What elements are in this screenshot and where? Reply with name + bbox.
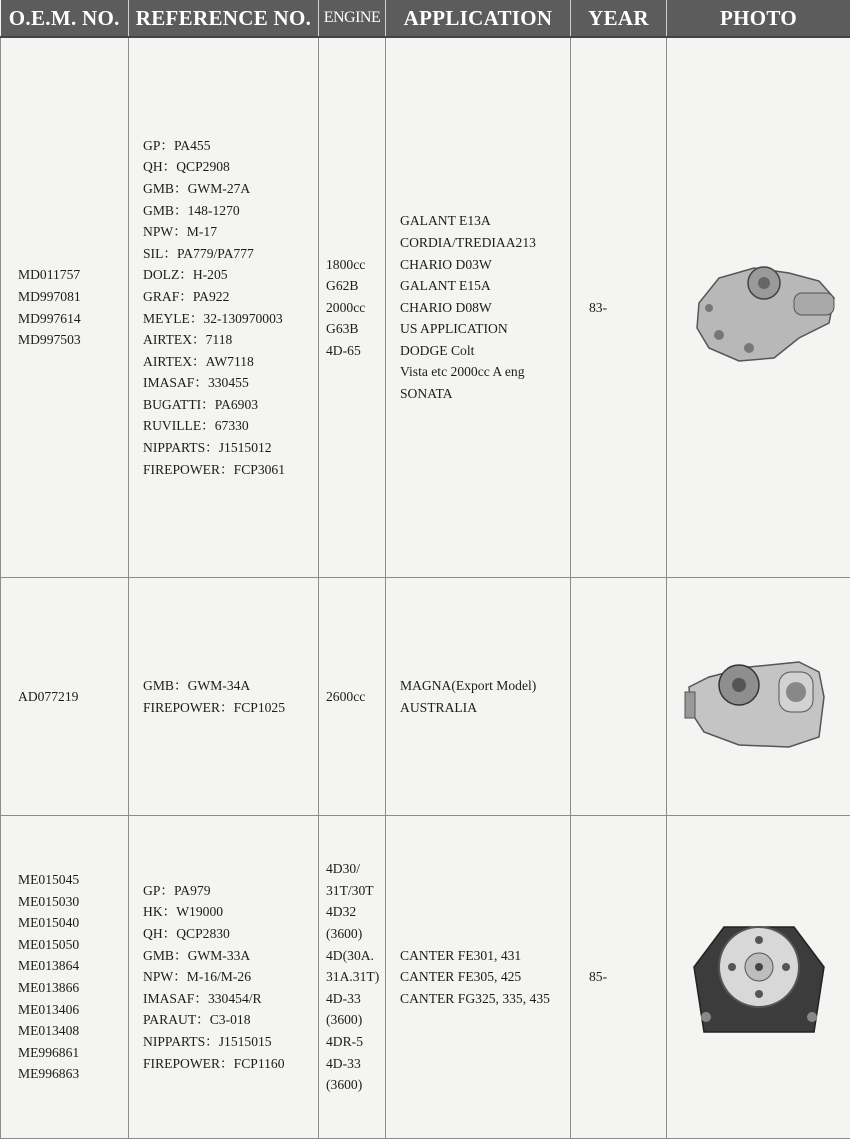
oem-number: ME015030 bbox=[18, 893, 80, 909]
water-pump-photo-icon bbox=[679, 243, 839, 373]
year-cell: 83- bbox=[571, 37, 667, 578]
application-cell bbox=[386, 816, 571, 1139]
application-entry: GALANT E13A bbox=[400, 213, 491, 229]
water-pump-photo-icon bbox=[684, 907, 834, 1047]
application-entry: CHARIO D03W bbox=[400, 256, 492, 272]
engine-code: 2000cc bbox=[326, 299, 366, 315]
photo-cell bbox=[667, 37, 850, 578]
year-cell bbox=[571, 578, 667, 816]
application-cell bbox=[386, 578, 571, 816]
oem-number: ME013406 bbox=[18, 1001, 80, 1017]
application-entry: SONATA bbox=[400, 386, 453, 402]
application-entry: Vista etc 2000cc A eng bbox=[400, 364, 525, 380]
header-reference-no: REFERENCE NO. bbox=[129, 0, 319, 37]
reference-number: FIREPOWER：FCP1160 bbox=[143, 1055, 285, 1071]
reference-number: FIREPOWER：FCP1025 bbox=[143, 699, 286, 715]
reference-number: NIPPARTS：J1515015 bbox=[143, 1033, 272, 1049]
header-engine: ENGINE bbox=[319, 0, 386, 37]
engine-code: 31A.31T) bbox=[326, 969, 380, 985]
reference-number: PARAUT：C3-018 bbox=[143, 1012, 251, 1028]
engine-code: (3600) bbox=[326, 1077, 363, 1093]
header-year: YEAR bbox=[571, 0, 667, 37]
application-cell bbox=[386, 37, 571, 578]
engine-code: G63B bbox=[326, 321, 359, 337]
reference-number: HK：W19000 bbox=[143, 904, 224, 920]
header-photo: PHOTO bbox=[667, 0, 850, 37]
photo-cell bbox=[667, 578, 850, 816]
engine-code: 1800cc bbox=[326, 256, 366, 272]
engine-code: 4D-33 bbox=[326, 1055, 361, 1071]
reference-number: MEYLE：32-130970003 bbox=[143, 310, 283, 326]
table-row bbox=[1, 816, 850, 1139]
oem-number: ME015040 bbox=[18, 915, 80, 931]
engine-code: 4D(30A. bbox=[326, 947, 374, 963]
oem-number: MD997081 bbox=[18, 288, 81, 304]
engine-code: 4D30/ bbox=[326, 861, 360, 877]
engine-code: 4D32 bbox=[326, 904, 357, 920]
reference-number: NIPPARTS：J1515012 bbox=[143, 440, 272, 456]
application-entry: CANTER FG325, 335, 435 bbox=[400, 990, 550, 1006]
oem-number: ME013864 bbox=[18, 958, 80, 974]
application-entry: CORDIA/TREDIAA213 bbox=[400, 234, 536, 250]
engine-code: 2600cc bbox=[326, 688, 366, 704]
engine-cell bbox=[319, 37, 386, 578]
reference-number: GP：PA979 bbox=[143, 882, 211, 898]
engine-code: 4D-33 bbox=[326, 990, 361, 1006]
reference-number: RUVILLE：67330 bbox=[143, 418, 249, 434]
oem-number: ME996863 bbox=[18, 1066, 80, 1082]
engine-cell bbox=[319, 578, 386, 816]
oem-number: ME013866 bbox=[18, 980, 80, 995]
oem-number: MD997503 bbox=[18, 332, 81, 348]
oem-number: ME015045 bbox=[18, 872, 80, 888]
reference-number: GMB：148-1270 bbox=[143, 202, 240, 218]
reference-number: AIRTEX：7118 bbox=[143, 332, 233, 348]
application-entry: GALANT E15A bbox=[400, 278, 491, 294]
reference-number: IMASAF：330454/R bbox=[143, 990, 262, 1006]
photo-cell bbox=[667, 816, 850, 1139]
application-entry: MAGNA(Export Model) bbox=[400, 677, 537, 693]
engine-code: (3600) bbox=[326, 926, 363, 942]
engine-cell bbox=[319, 816, 386, 1139]
reference-number: AIRTEX：AW7118 bbox=[143, 353, 254, 369]
reference-number: QH：QCP2908 bbox=[143, 159, 230, 175]
application-entry: CANTER FE305, 425 bbox=[400, 969, 522, 985]
application-entry: DODGE Colt bbox=[400, 342, 475, 358]
year-cell: 85- bbox=[571, 816, 667, 1139]
reference-numbers-cell bbox=[129, 816, 319, 1139]
engine-code: 31T/30T bbox=[326, 882, 374, 898]
water-pump-photo-icon bbox=[679, 637, 839, 757]
engine-code: 4DR-5 bbox=[326, 1033, 364, 1049]
engine-code: (3600) bbox=[326, 1012, 363, 1028]
reference-number: NPW：M-17 bbox=[143, 224, 218, 240]
reference-number: IMASAF：330455 bbox=[143, 375, 249, 391]
application-entry: US APPLICATION bbox=[400, 321, 508, 337]
reference-number: NPW：M-16/M-26 bbox=[143, 969, 251, 985]
oem-number: AD077219 bbox=[18, 688, 79, 704]
reference-number: GP：PA455 bbox=[143, 137, 211, 153]
reference-number: BUGATTI：PA6903 bbox=[143, 396, 259, 412]
reference-number: SIL：PA779/PA777 bbox=[143, 245, 254, 261]
header-row bbox=[1, 0, 850, 37]
oem-numbers-cell bbox=[1, 37, 129, 578]
reference-number: DOLZ：H-205 bbox=[143, 267, 228, 283]
header-application: APPLICATION bbox=[386, 0, 571, 37]
reference-number: FIREPOWER：FCP3061 bbox=[143, 461, 286, 477]
oem-number: ME013408 bbox=[18, 1023, 80, 1039]
reference-numbers-cell bbox=[129, 37, 319, 578]
reference-number: GMB：GWM-34A bbox=[143, 677, 251, 693]
reference-number: GRAF：PA922 bbox=[143, 288, 230, 304]
table-row bbox=[1, 578, 850, 816]
reference-numbers-cell bbox=[129, 578, 319, 816]
reference-number: GMB：GWM-27A bbox=[143, 180, 251, 196]
oem-number: ME996861 bbox=[18, 1044, 80, 1060]
engine-code: 4D-65 bbox=[326, 342, 361, 358]
oem-number: ME015050 bbox=[18, 936, 80, 952]
table-row bbox=[1, 37, 850, 578]
oem-number: MD997614 bbox=[18, 310, 81, 326]
reference-number: GMB：GWM-33A bbox=[143, 947, 251, 963]
application-entry: CHARIO D08W bbox=[400, 299, 492, 315]
oem-number: MD011757 bbox=[18, 267, 81, 283]
application-entry: AUSTRALIA bbox=[400, 699, 478, 715]
oem-numbers-cell bbox=[1, 578, 129, 816]
application-entry: CANTER FE301, 431 bbox=[400, 947, 522, 963]
header-oem-no: O.E.M. NO. bbox=[1, 0, 129, 37]
oem-numbers-cell bbox=[1, 816, 129, 1139]
reference-number: QH：QCP2830 bbox=[143, 926, 230, 942]
engine-code: G62B bbox=[326, 278, 359, 294]
